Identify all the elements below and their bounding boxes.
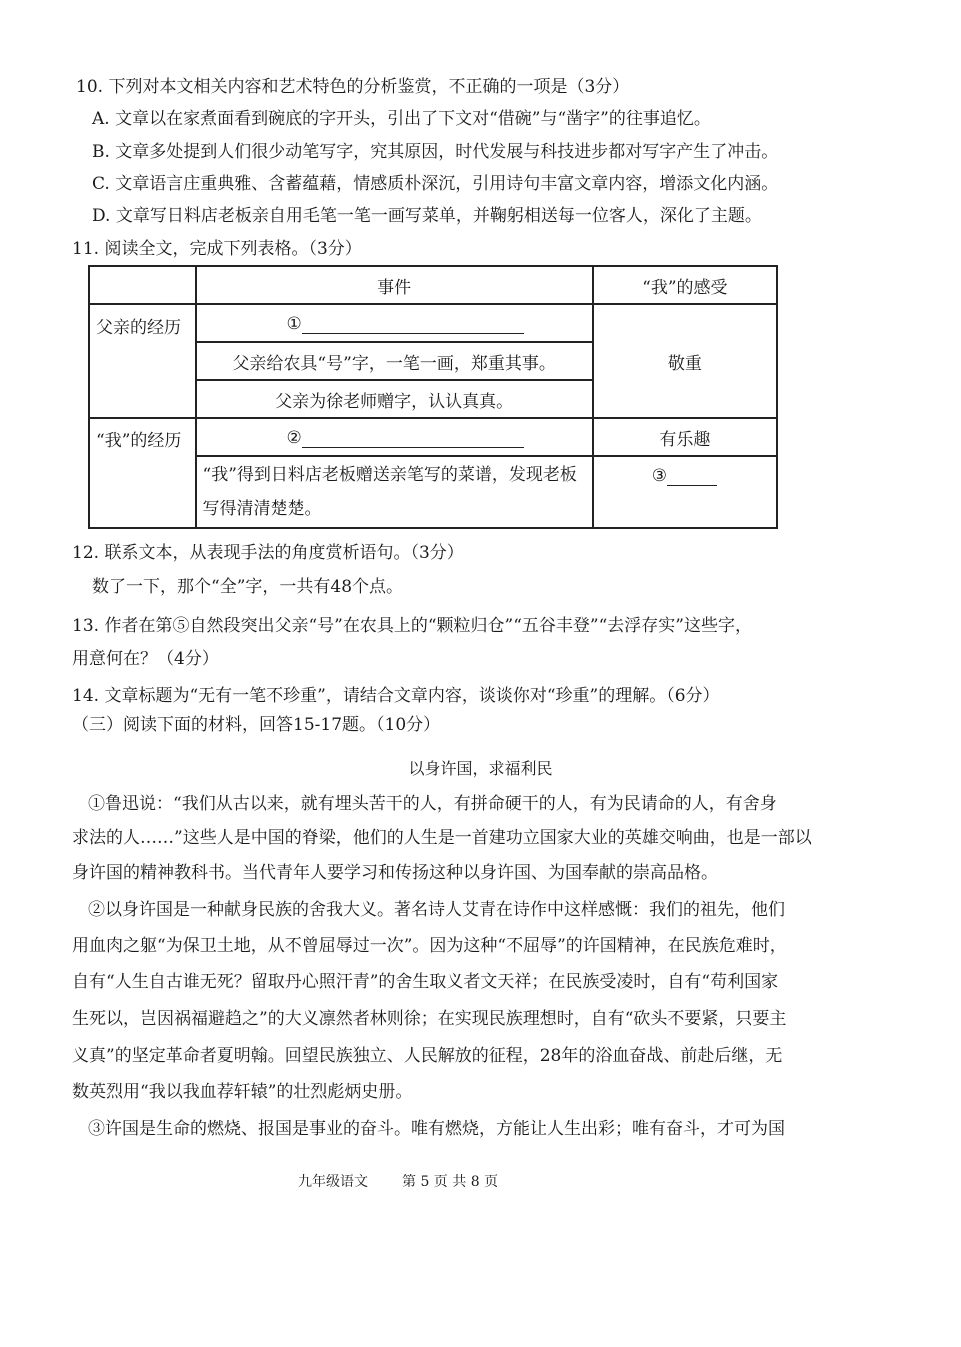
section3-stem: （三）阅读下面的材料，回答15-17题。（10分） [72,715,441,735]
q13-line-1: 13. 作者在第⑤自然段突出父亲“号”在农具上的“颗粒归仓”“五谷丰登”“去浮存实”这些字， [72,616,752,636]
article-line: 身许国的精神教科书。当代青年人要学习和传扬这种以身许国、为国奉献的崇高品格。 [72,863,718,883]
blank-number-1: ① [286,313,302,334]
q12-sentence: 数了一下，那个“全”字，一共有48个点。 [92,577,404,597]
me-feeling-2 [593,456,777,528]
page-footer [298,1171,498,1191]
footer-subject: 九年级语文 [298,1174,368,1190]
answer-blank-2[interactable] [302,427,524,448]
father-feeling: 敬重 [593,304,777,418]
article-line: 义真”的坚定革命者夏明翰。回望民族独立、人民解放的征程，28年的浴血奋战、前赴后继，无 [72,1046,783,1066]
q10-option-a: A. 文章以在家煮面看到碗底的字开头，引出了下文对“借碗”与“凿字”的往事追忆。 [92,109,711,129]
blank-number-2: ② [286,427,302,448]
me-event-2: “我”得到日料店老板赠送亲笔写的菜谱，发现老板写得清清楚楚。 [196,456,593,528]
article-line: ③许国是生命的燃烧、报国是事业的奋斗。唯有燃烧，方能让人生出彩；唯有奋斗，才可为国 [88,1119,785,1139]
article-title: 以身许国，求福利民 [408,759,553,778]
article-line: 自有“人生自古谁无死？留取丹心照汗青”的舍生取义者文天祥；在民族受凌时，自有“苟利国家 [72,972,779,992]
q11-stem: 11. 阅读全文，完成下列表格。（3分） [72,239,362,259]
me-event-1 [196,418,593,456]
q14-stem: 14. 文章标题为“无有一笔不珍重”，请结合文章内容，谈谈你对“珍重”的理解。（6分） [72,686,720,706]
article-line: 求法的人……”这些人是中国的脊梁，他们的人生是一首建功立国家大业的英雄交响曲，也是一部以 [72,828,812,848]
q10-option-d: D. 文章写日料店老板亲自用毛笔一笔一画写菜单，并鞠躬相送每一位客人，深化了主题。 [92,206,762,226]
article-line: ②以身许国是一种献身民族的舍我大义。著名诗人艾青在诗作中这样感慨：我们的祖先，他们 [88,900,785,920]
father-event-3: 父亲为徐老师赠字，认认真真。 [196,380,593,418]
q10-option-b: B. 文章多处提到人们很少动笔写字，究其原因，时代发展与科技进步都对写字产生了冲击。 [92,142,779,162]
q11-table [88,265,778,529]
father-event-1 [196,304,593,342]
table-header-event: 事件 [196,266,593,304]
blank-number-3: ③ [651,466,667,486]
table-header-empty [89,266,196,304]
answer-blank-1[interactable] [302,313,524,334]
q10-stem: 10. 下列对本文相关内容和艺术特色的分析鉴赏，不正确的一项是（3分） [76,77,630,97]
me-label: “我”的经历 [89,418,196,528]
footer-page-number: 第 5 页 共 8 页 [402,1174,499,1190]
q10-option-c: C. 文章语言庄重典雅、含蓄蕴藉，情感质朴深沉，引用诗句丰富文章内容，增添文化内涵。 [92,174,779,194]
article-line: 生死以，岂因祸福避趋之”的大义凛然者林则徐；在实现民族理想时，自有“砍头不要紧，只要主 [72,1009,787,1029]
father-label: 父亲的经历 [89,304,196,418]
table-header-feeling: “我”的感受 [593,266,777,304]
q13-line-2: 用意何在？（4分） [72,649,219,669]
article-line: ①鲁迅说：“我们从古以来，就有埋头苦干的人，有拼命硬干的人，有为民请命的人，有舍身 [88,794,777,814]
q12-stem: 12. 联系文本，从表现手法的角度赏析语句。（3分） [72,543,464,563]
answer-blank-3[interactable] [667,465,717,486]
article-line: 数英烈用“我以我血荐轩辕”的壮烈彪炳史册。 [72,1082,413,1102]
article-line: 用血肉之躯“为保卫土地，从不曾屈辱过一次”。因为这种“不屈辱”的许国精神，在民族危难时， [72,936,787,956]
father-event-2: 父亲给农具“号”字，一笔一画，郑重其事。 [196,342,593,380]
me-feeling-1: 有乐趣 [593,418,777,456]
